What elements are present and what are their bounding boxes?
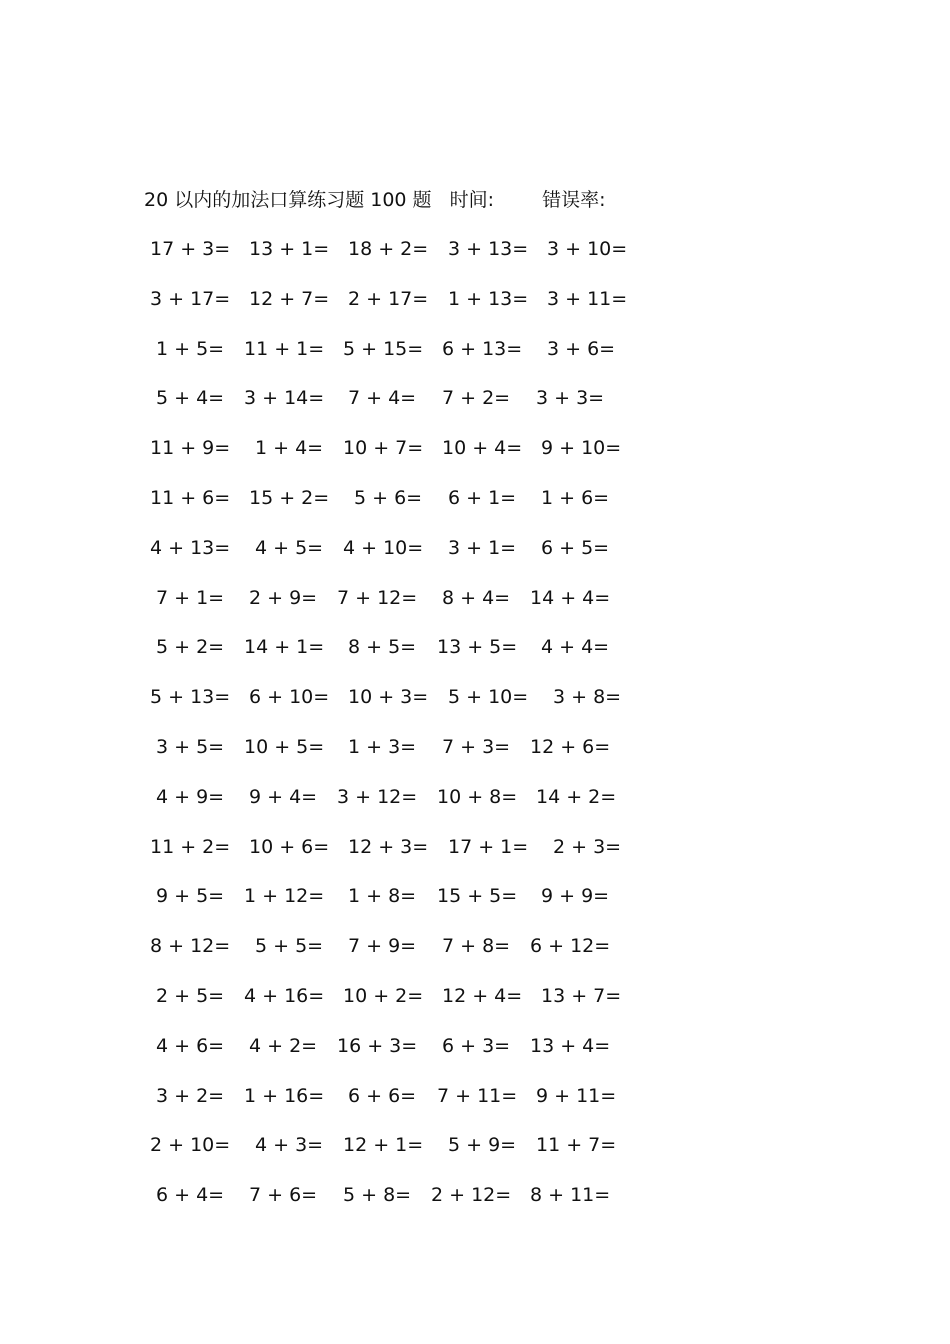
problem-item: 3 + 11= — [547, 287, 628, 310]
problem-item: 7 + 8= — [442, 935, 511, 958]
problem-item: 18 + 2= — [348, 238, 429, 260]
problem-item: 5 + 2= — [156, 636, 225, 659]
problem-item: 3 + 6= — [547, 337, 616, 360]
problem-item: 6 + 13= — [442, 337, 523, 360]
problem-item: 3 + 1= — [448, 536, 517, 559]
problem-item: 7 + 9= — [348, 935, 417, 958]
problem-item: 13 + 4= — [530, 1034, 611, 1057]
problem-item: 12 + 4= — [442, 985, 523, 1007]
problem-item: 6 + 6= — [348, 1084, 417, 1107]
problem-item: 6 + 4= — [156, 1184, 225, 1207]
problem-item: 16 + 3= — [337, 1034, 418, 1057]
problem-item: 4 + 5= — [255, 536, 324, 559]
problem-item: 9 + 4= — [249, 785, 318, 808]
problem-item: 6 + 5= — [541, 536, 610, 559]
problem-item: 4 + 10= — [343, 536, 424, 559]
problem-item: 14 + 2= — [536, 785, 617, 808]
problem-item: 10 + 4= — [442, 437, 523, 460]
problem-item: 1 + 8= — [348, 885, 417, 908]
problem-item: 3 + 8= — [553, 686, 622, 709]
problem-item: 5 + 10= — [448, 686, 529, 709]
problem-item: 4 + 3= — [255, 1134, 324, 1157]
problem-item: 10 + 5= — [244, 736, 325, 758]
problem-item: 5 + 15= — [343, 337, 424, 360]
problem-item: 4 + 9= — [156, 785, 225, 808]
problem-item: 3 + 2= — [156, 1084, 225, 1107]
problem-item: 4 + 4= — [541, 636, 610, 659]
problem-item: 12 + 3= — [348, 835, 429, 858]
problem-item: 13 + 7= — [541, 985, 622, 1007]
problem-item: 1 + 12= — [244, 885, 325, 908]
problem-item: 11 + 9= — [150, 437, 231, 460]
problem-item: 3 + 5= — [156, 736, 225, 758]
problem-item: 14 + 1= — [244, 636, 325, 659]
problem-item: 4 + 6= — [156, 1034, 225, 1057]
problem-item: 5 + 5= — [255, 935, 324, 958]
problem-item: 10 + 2= — [343, 985, 424, 1007]
problem-item: 9 + 9= — [541, 885, 610, 908]
problem-item: 9 + 5= — [156, 885, 225, 908]
problem-item: 4 + 13= — [150, 536, 231, 559]
problem-item: 11 + 2= — [150, 835, 231, 858]
problem-item: 2 + 9= — [249, 586, 318, 609]
problem-item: 3 + 3= — [536, 387, 605, 410]
problem-item: 9 + 10= — [541, 437, 622, 460]
problem-item: 7 + 11= — [437, 1084, 518, 1107]
error-rate-label: 错误率: — [542, 189, 606, 211]
problem-item: 3 + 10= — [547, 238, 628, 260]
problem-item: 11 + 1= — [244, 337, 325, 360]
problem-item: 8 + 11= — [530, 1184, 611, 1207]
problem-item: 4 + 2= — [249, 1034, 318, 1057]
problem-item: 3 + 14= — [244, 387, 325, 410]
problem-item: 17 + 3= — [150, 238, 231, 260]
problem-item: 8 + 12= — [150, 935, 231, 958]
problem-item: 7 + 12= — [337, 586, 418, 609]
problem-item: 5 + 9= — [448, 1134, 517, 1157]
problem-item: 15 + 2= — [249, 487, 330, 509]
problem-item: 3 + 13= — [448, 238, 529, 260]
problem-item: 2 + 17= — [348, 287, 429, 310]
problem-item: 3 + 17= — [150, 287, 231, 310]
time-label: 时间: — [449, 189, 495, 211]
problem-item: 11 + 6= — [150, 487, 231, 509]
problem-item: 10 + 7= — [343, 437, 424, 460]
problem-item: 7 + 2= — [442, 387, 511, 410]
problem-item: 17 + 1= — [448, 835, 529, 858]
problem-item: 7 + 4= — [348, 387, 417, 410]
problem-item: 8 + 4= — [442, 586, 511, 609]
problem-item: 12 + 7= — [249, 287, 330, 310]
problem-item: 2 + 10= — [150, 1134, 231, 1157]
problem-item: 5 + 6= — [354, 487, 423, 509]
problem-item: 9 + 11= — [536, 1084, 617, 1107]
problem-item: 3 + 12= — [337, 785, 418, 808]
problem-item: 1 + 13= — [448, 287, 529, 310]
problem-item: 10 + 6= — [249, 835, 330, 858]
problem-item: 6 + 3= — [442, 1034, 511, 1057]
problem-item: 10 + 8= — [437, 785, 518, 808]
problem-item: 11 + 7= — [536, 1134, 617, 1157]
problem-item: 7 + 3= — [442, 736, 511, 758]
problem-item: 2 + 12= — [431, 1184, 512, 1207]
problem-item: 6 + 12= — [530, 935, 611, 958]
problem-item: 1 + 3= — [348, 736, 417, 758]
problem-item: 6 + 1= — [448, 487, 517, 509]
problem-item: 5 + 8= — [343, 1184, 412, 1207]
worksheet-title: 20 以内的加法口算练习题 100 题 — [144, 189, 432, 211]
problem-item: 10 + 3= — [348, 686, 429, 709]
problem-item: 15 + 5= — [437, 885, 518, 908]
problem-item: 7 + 6= — [249, 1184, 318, 1207]
problem-item: 12 + 1= — [343, 1134, 424, 1157]
problem-item: 12 + 6= — [530, 736, 611, 758]
problem-item: 4 + 16= — [244, 985, 325, 1007]
problem-item: 14 + 4= — [530, 586, 611, 609]
problem-item: 13 + 1= — [249, 238, 330, 260]
problem-item: 2 + 5= — [156, 985, 225, 1007]
problem-item: 13 + 5= — [437, 636, 518, 659]
problem-item: 5 + 13= — [150, 686, 231, 709]
problem-item: 1 + 16= — [244, 1084, 325, 1107]
problem-item: 1 + 6= — [541, 487, 610, 509]
problem-item: 7 + 1= — [156, 586, 225, 609]
problem-item: 8 + 5= — [348, 636, 417, 659]
problem-item: 1 + 4= — [255, 437, 324, 460]
problem-item: 6 + 10= — [249, 686, 330, 709]
problem-item: 5 + 4= — [156, 387, 225, 410]
problem-item: 2 + 3= — [553, 835, 622, 858]
worksheet-header — [144, 186, 605, 214]
problem-item: 1 + 5= — [156, 337, 225, 360]
